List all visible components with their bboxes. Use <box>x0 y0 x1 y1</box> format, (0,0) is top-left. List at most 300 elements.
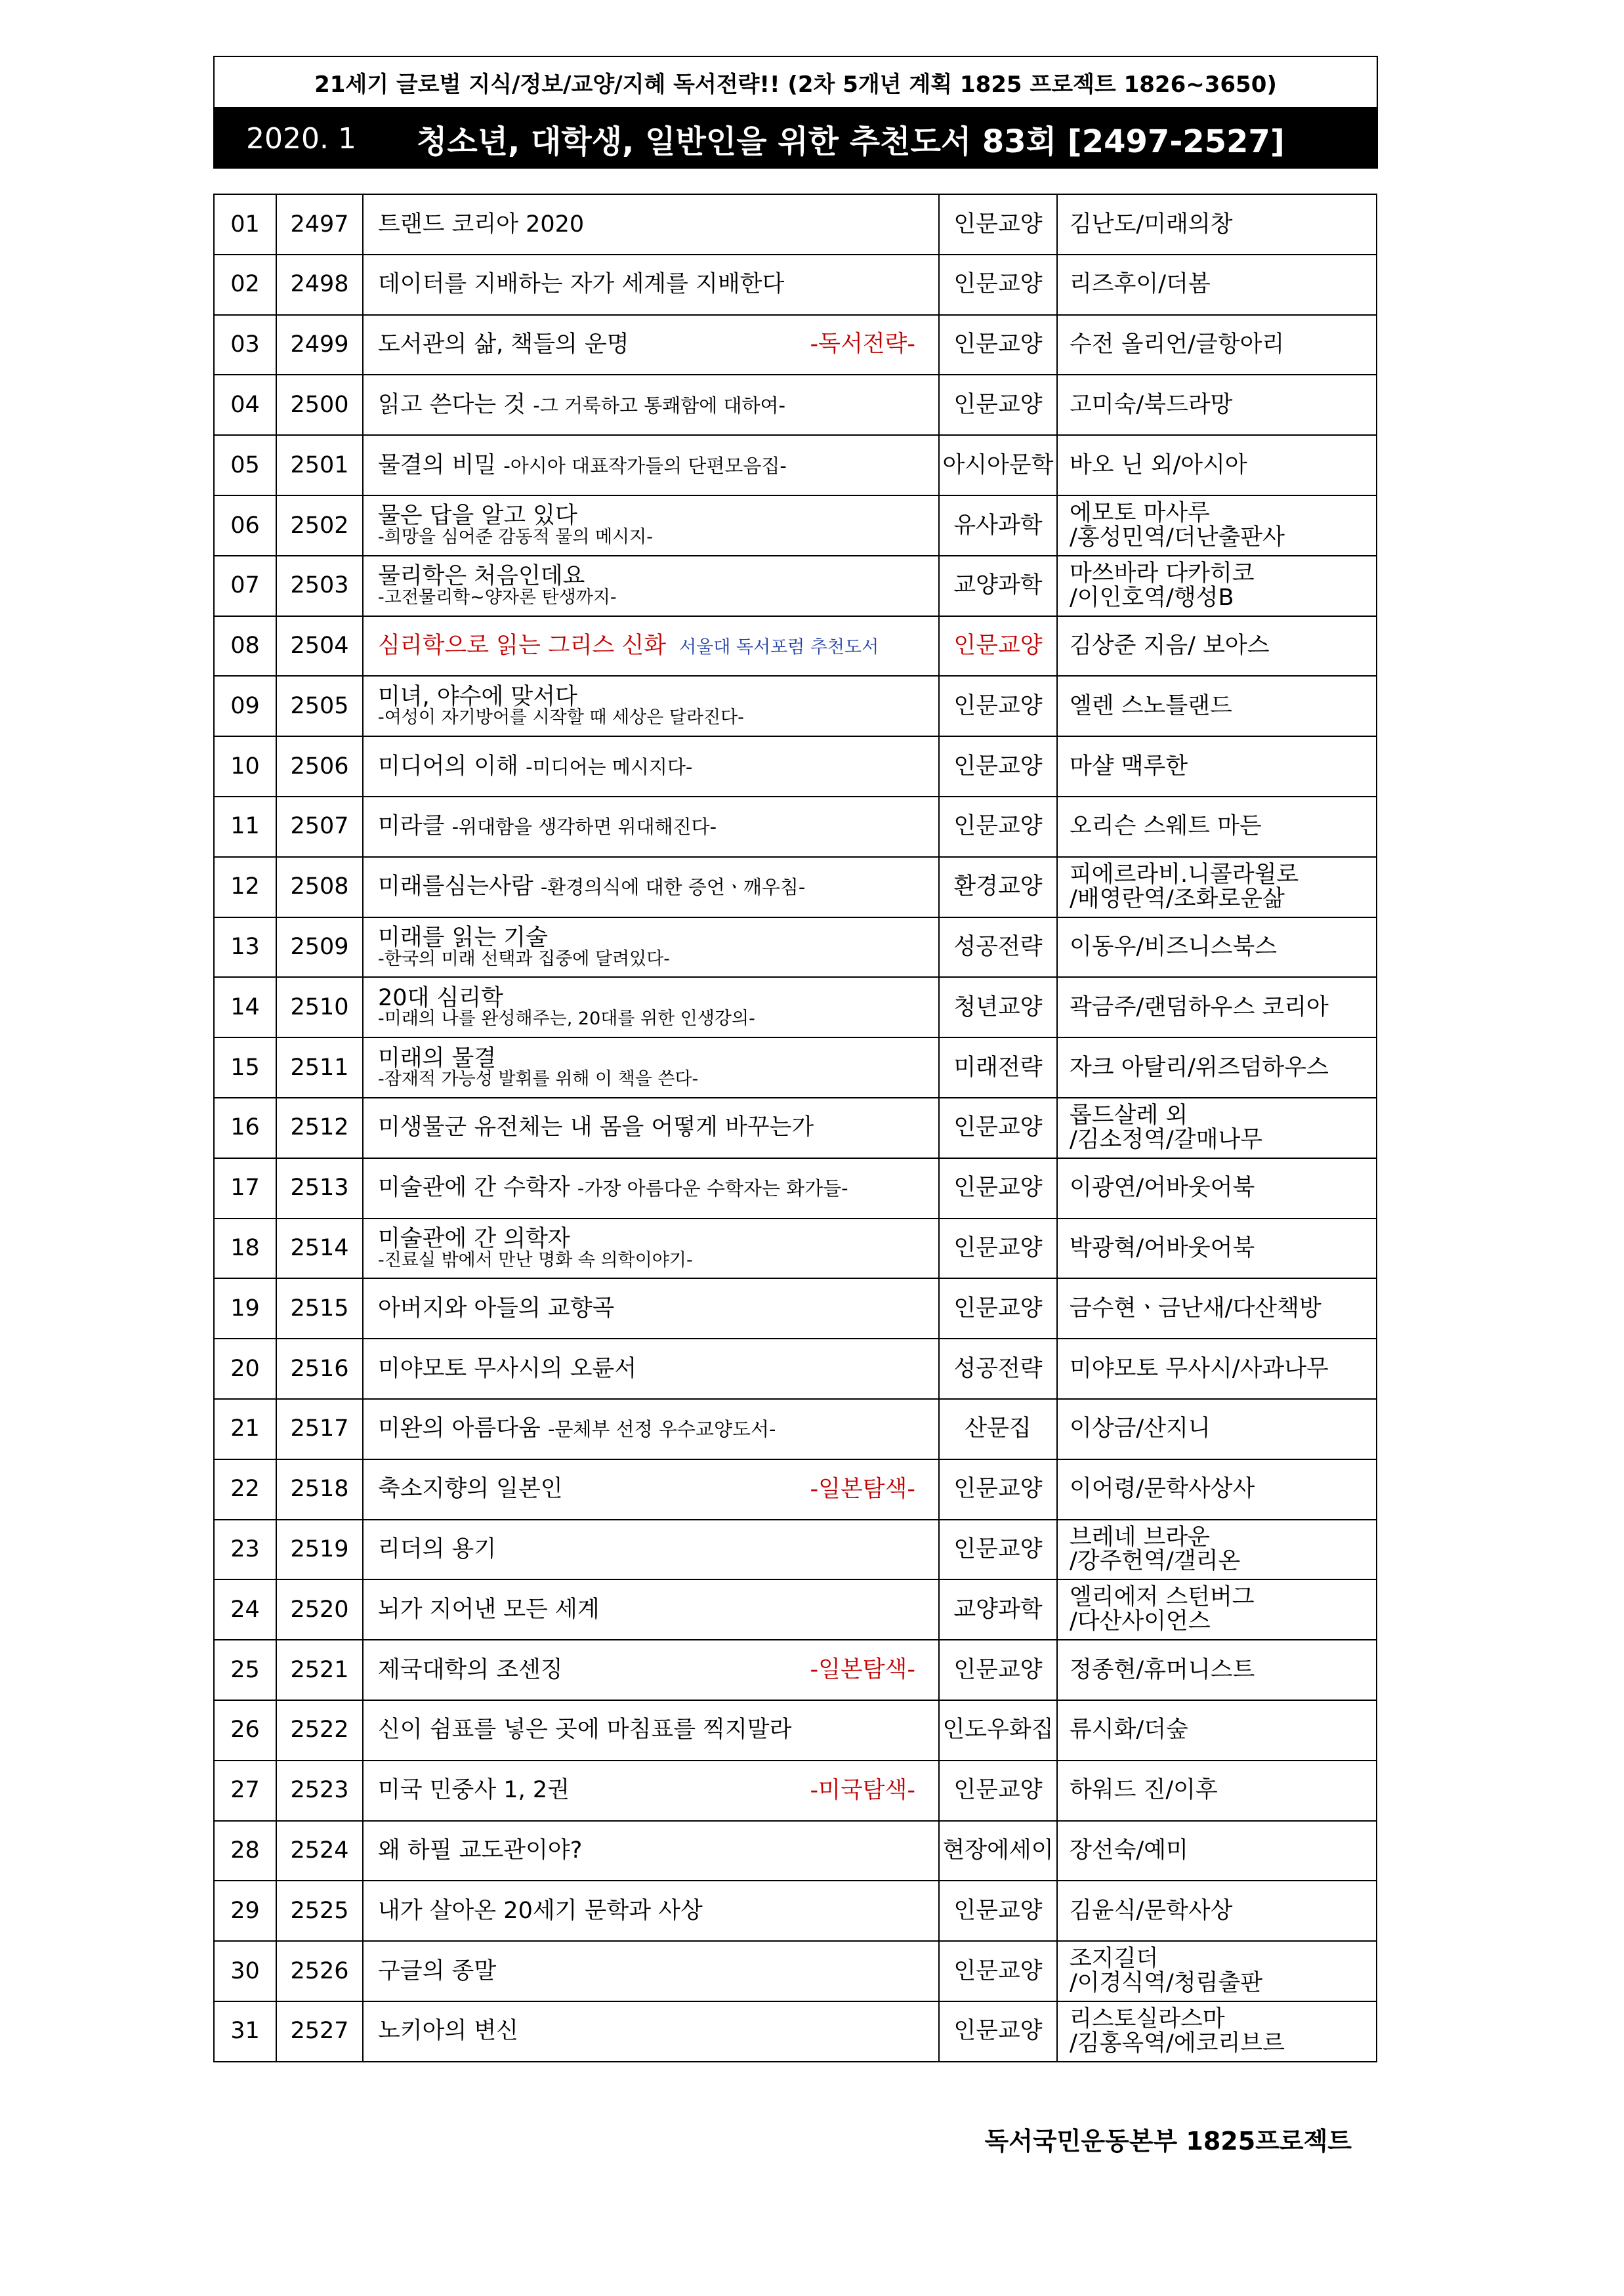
book-code: 2504 <box>276 616 363 677</box>
theme-tag: -일본탐색- <box>810 1476 915 1503</box>
table-row <box>214 1761 1377 1821</box>
book-category <box>939 194 1057 255</box>
row-number: 03 <box>214 315 276 375</box>
row-number: 12 <box>214 857 276 917</box>
book-category <box>939 1520 1057 1580</box>
table-row <box>214 1037 1377 1098</box>
table-row <box>214 1278 1377 1339</box>
book-author-cell <box>1057 435 1377 495</box>
category-label: 인문교양 <box>953 753 1043 780</box>
book-author: 고미숙/북드라망 <box>1070 391 1233 418</box>
book-author-cell <box>1057 857 1377 917</box>
category-label: 미래전략 <box>953 1054 1043 1081</box>
book-title-cell <box>363 1339 939 1399</box>
book-author-cell <box>1057 1700 1377 1761</box>
book-author: 미야모토 무사시/사과나무 <box>1070 1355 1329 1382</box>
book-author: 김난도/미래의창 <box>1070 211 1233 238</box>
table-row <box>214 1520 1377 1580</box>
footer-org: 독서국민운동본부 1825프로젝트 <box>984 2127 1352 2156</box>
category-label: 인문교양 <box>953 1957 1043 1984</box>
row-number: 14 <box>214 977 276 1037</box>
book-code: 2505 <box>276 676 363 736</box>
book-author-cell <box>1057 1399 1377 1459</box>
book-subtitle: -문체부 선정 우수교양도서- <box>547 1418 776 1441</box>
category-label: 인문교양 <box>953 1897 1043 1924</box>
book-code: 2502 <box>276 495 363 556</box>
book-author-cell <box>1057 1761 1377 1821</box>
book-title-cell <box>363 1761 939 1821</box>
table-row <box>214 1881 1377 1941</box>
row-number: 06 <box>214 495 276 556</box>
book-title-cell <box>363 315 939 375</box>
book-author-cell <box>1057 977 1377 1037</box>
book-category <box>939 1821 1057 1881</box>
book-code: 2527 <box>276 2001 363 2062</box>
category-label: 인문교양 <box>953 211 1043 238</box>
book-category <box>939 977 1057 1037</box>
book-category <box>939 676 1057 736</box>
book-author: 하워드 진/이후 <box>1070 1777 1218 1804</box>
book-title-cell <box>363 1700 939 1761</box>
book-category <box>939 1158 1057 1219</box>
book-title-cell <box>363 435 939 495</box>
table-row <box>214 1700 1377 1761</box>
category-label: 인문교양 <box>953 1235 1043 1262</box>
category-label: 인문교양 <box>953 692 1043 719</box>
book-author-cell <box>1057 1459 1377 1520</box>
category-label: 인문교양 <box>953 1656 1043 1683</box>
row-number: 02 <box>214 255 276 315</box>
row-number: 10 <box>214 736 276 797</box>
book-category <box>939 1761 1057 1821</box>
book-code: 2511 <box>276 1037 363 1098</box>
row-number: 30 <box>214 1941 276 2001</box>
book-title-cell <box>363 676 939 736</box>
book-category <box>939 917 1057 978</box>
book-author: 장선숙/예미 <box>1070 1837 1188 1864</box>
table-row <box>214 375 1377 435</box>
book-title: 구글의 종말 <box>378 1957 497 1984</box>
table-row <box>214 1098 1377 1158</box>
book-subtitle: -진료실 밖에서 만난 명화 속 의학이야기- <box>378 1249 693 1270</box>
book-title: 물결의 비밀 <box>378 451 497 478</box>
book-code: 2512 <box>276 1098 363 1158</box>
theme-tag: -미국탐색- <box>810 1777 915 1804</box>
row-number: 21 <box>214 1399 276 1459</box>
book-title-cell <box>363 495 939 556</box>
book-subtitle: -환경의식에 대한 증언ㆍ깨우침- <box>540 876 806 899</box>
book-title: 미국 민중사 1, 2권 <box>378 1777 570 1804</box>
table-row <box>214 556 1377 616</box>
book-author-cell <box>1057 255 1377 315</box>
book-category <box>939 1579 1057 1640</box>
category-label: 청년교양 <box>953 993 1043 1020</box>
row-number: 29 <box>214 1881 276 1941</box>
book-title-cell <box>363 1158 939 1219</box>
book-title-cell <box>363 977 939 1037</box>
book-code: 2499 <box>276 315 363 375</box>
table-row <box>214 1219 1377 1279</box>
book-title: 읽고 쓴다는 것 <box>378 391 526 418</box>
book-subtitle: -미래의 나를 완성해주는, 20대를 위한 인생강의- <box>378 1009 755 1030</box>
category-label: 현장에세이 <box>942 1837 1054 1864</box>
book-title: 미래를 읽는 기술 <box>378 924 548 951</box>
book-author: 이어령/문학사상사 <box>1070 1476 1255 1503</box>
category-label: 인문교양 <box>953 391 1043 418</box>
book-title: 신이 쉼표를 넣은 곳에 마침표를 찍지말라 <box>378 1717 792 1743</box>
book-title: 심리학으로 읽는 그리스 신화 <box>378 633 667 659</box>
book-category <box>939 1219 1057 1279</box>
book-category <box>939 255 1057 315</box>
book-code: 2526 <box>276 1941 363 2001</box>
theme-tag: -독서전략- <box>810 331 915 358</box>
book-title-cell <box>363 1459 939 1520</box>
category-label: 인문교양 <box>953 271 1043 298</box>
book-author: 류시화/더숲 <box>1070 1717 1188 1743</box>
row-number: 15 <box>214 1037 276 1098</box>
book-author-cell <box>1057 616 1377 677</box>
book-code: 2498 <box>276 255 363 315</box>
category-label: 아시아문학 <box>942 451 1054 478</box>
row-number: 17 <box>214 1158 276 1219</box>
book-subtitle: -아시아 대표작가들의 단편모음집- <box>503 454 787 477</box>
book-translator-publisher: /강주헌역/갤리온 <box>1070 1548 1241 1575</box>
book-author: 이상금/산지니 <box>1070 1415 1211 1442</box>
page-title: 청소년, 대학생, 일반인을 위한 추천도서 83회 [2497-2527] <box>417 123 1285 160</box>
book-category <box>939 1399 1057 1459</box>
row-number: 22 <box>214 1459 276 1520</box>
row-number: 01 <box>214 194 276 255</box>
category-label: 인문교양 <box>953 1295 1043 1322</box>
category-label: 교양과학 <box>953 1596 1043 1623</box>
book-title: 내가 살아온 20세기 문학과 사상 <box>378 1897 703 1924</box>
category-label: 인도우화집 <box>942 1717 1054 1743</box>
book-translator-publisher: /다산사이언스 <box>1070 1608 1211 1635</box>
theme-tag: -일본탐색- <box>810 1656 915 1683</box>
book-author: 금수현ㆍ금난새/다산책방 <box>1070 1295 1322 1322</box>
category-label: 환경교양 <box>953 873 1043 900</box>
row-number: 18 <box>214 1219 276 1279</box>
book-title-cell <box>363 1941 939 2001</box>
book-author: 마샬 맥루한 <box>1070 753 1188 780</box>
book-title-cell <box>363 255 939 315</box>
book-category <box>939 315 1057 375</box>
book-author: 피에르라비.니콜라윌로 <box>1070 861 1299 888</box>
book-title: 트랜드 코리아 2020 <box>378 211 585 238</box>
book-author-cell <box>1057 676 1377 736</box>
book-author-cell <box>1057 1881 1377 1941</box>
category-label: 인문교양 <box>953 1777 1043 1804</box>
book-author: 마쓰바라 다카히코 <box>1070 560 1255 587</box>
book-code: 2509 <box>276 917 363 978</box>
row-number: 05 <box>214 435 276 495</box>
book-title-cell <box>363 1640 939 1700</box>
book-author-cell <box>1057 2001 1377 2062</box>
table-row <box>214 1579 1377 1640</box>
book-code: 2522 <box>276 1700 363 1761</box>
category-label: 성공전략 <box>953 1355 1043 1382</box>
book-title-cell <box>363 736 939 797</box>
book-subtitle: -가장 아름다운 수학자는 화가들- <box>577 1177 848 1200</box>
book-author-cell <box>1057 1821 1377 1881</box>
issue-date: 2020. 1 <box>246 121 356 156</box>
book-author-cell <box>1057 1579 1377 1640</box>
book-title: 미디어의 이해 <box>378 753 518 780</box>
book-title: 20대 심리학 <box>378 984 503 1011</box>
book-author: 김윤식/문학사상 <box>1070 1897 1233 1924</box>
book-translator-publisher: /홍성민역/더난출판사 <box>1070 524 1285 551</box>
book-author-cell <box>1057 1037 1377 1098</box>
book-title-cell <box>363 2001 939 2062</box>
table-row <box>214 616 1377 677</box>
book-title: 왜 하필 교도관이야? <box>378 1837 583 1864</box>
book-author: 자크 아탈리/위즈덤하우스 <box>1070 1054 1329 1081</box>
book-author-cell <box>1057 315 1377 375</box>
table-row <box>214 1941 1377 2001</box>
book-title-cell <box>363 1278 939 1339</box>
book-category <box>939 616 1057 677</box>
book-code: 2519 <box>276 1520 363 1580</box>
book-title: 아버지와 아들의 교향곡 <box>378 1295 615 1322</box>
category-label: 인문교양 <box>953 633 1043 659</box>
book-title-cell <box>363 556 939 616</box>
book-author: 이광연/어바웃어북 <box>1070 1175 1255 1201</box>
table-row <box>214 194 1377 255</box>
book-title-cell <box>363 857 939 917</box>
table-row <box>214 857 1377 917</box>
book-subtitle: -희망을 심어준 감동적 물의 메시지- <box>378 527 653 548</box>
book-code: 2515 <box>276 1278 363 1339</box>
book-category <box>939 1941 1057 2001</box>
table-row <box>214 2001 1377 2062</box>
book-category <box>939 1278 1057 1339</box>
book-category <box>939 857 1057 917</box>
book-author: 엘리에저 스턴버그 <box>1070 1584 1255 1611</box>
book-author: 에모토 마사루 <box>1070 500 1210 527</box>
book-author-cell <box>1057 797 1377 857</box>
book-subtitle: -위대함을 생각하면 위대해진다- <box>451 816 717 839</box>
book-title-cell <box>363 1037 939 1098</box>
book-code: 2513 <box>276 1158 363 1219</box>
recommendation-note: 서울대 독서포럼 추천도서 <box>679 637 879 658</box>
book-title-cell <box>363 917 939 978</box>
book-title: 물은 답을 알고 있다 <box>378 503 577 530</box>
row-number: 24 <box>214 1579 276 1640</box>
row-number: 25 <box>214 1640 276 1700</box>
book-translator-publisher: /김홍옥역/에코리브르 <box>1070 2030 1285 2056</box>
row-number: 09 <box>214 676 276 736</box>
book-title: 도서관의 삶, 책들의 운명 <box>378 331 629 358</box>
book-author-cell <box>1057 1640 1377 1700</box>
category-label: 인문교양 <box>953 2018 1043 2045</box>
book-title-cell <box>363 797 939 857</box>
category-label: 유사과학 <box>953 512 1043 539</box>
book-author: 리즈후이/더봄 <box>1070 271 1211 298</box>
table-row <box>214 977 1377 1037</box>
row-number: 31 <box>214 2001 276 2062</box>
book-title-cell <box>363 1219 939 1279</box>
row-number: 07 <box>214 556 276 616</box>
book-title-cell <box>363 1520 939 1580</box>
book-author-cell <box>1057 1158 1377 1219</box>
book-code: 2506 <box>276 736 363 797</box>
book-category <box>939 736 1057 797</box>
book-category <box>939 375 1057 435</box>
book-category <box>939 1881 1057 1941</box>
category-label: 인문교양 <box>953 1476 1043 1503</box>
table-row <box>214 797 1377 857</box>
category-label: 인문교양 <box>953 1114 1043 1141</box>
book-title-cell <box>363 1821 939 1881</box>
book-title: 미래의 물결 <box>378 1045 497 1072</box>
table-row <box>214 1821 1377 1881</box>
row-number: 28 <box>214 1821 276 1881</box>
book-subtitle: -잠재적 가능성 발휘를 위해 이 책을 쓴다- <box>378 1069 699 1090</box>
book-title: 리더의 용기 <box>378 1536 497 1563</box>
table-row <box>214 1459 1377 1520</box>
book-translator-publisher: /이인호역/행성B <box>1070 584 1234 611</box>
book-author-cell <box>1057 736 1377 797</box>
category-label: 성공전략 <box>953 934 1043 961</box>
book-code: 2524 <box>276 1821 363 1881</box>
book-category <box>939 1459 1057 1520</box>
book-title: 노키아의 변신 <box>378 2018 518 2045</box>
book-code: 2508 <box>276 857 363 917</box>
row-number: 19 <box>214 1278 276 1339</box>
book-subtitle: -한국의 미래 선택과 집중에 달려있다- <box>378 948 671 969</box>
book-translator-publisher: /배영란역/조화로운삶 <box>1070 885 1285 912</box>
category-label: 인문교양 <box>953 331 1043 358</box>
book-category <box>939 495 1057 556</box>
book-code: 2516 <box>276 1339 363 1399</box>
book-code: 2521 <box>276 1640 363 1700</box>
book-title: 미녀, 야수에 맞서다 <box>378 683 577 710</box>
book-category <box>939 797 1057 857</box>
book-author: 바오 닌 외/아시아 <box>1070 451 1247 478</box>
row-number: 16 <box>214 1098 276 1158</box>
book-category <box>939 1339 1057 1399</box>
book-title: 미라클 <box>378 813 445 840</box>
table-row <box>214 736 1377 797</box>
book-author-cell <box>1057 1520 1377 1580</box>
book-title: 미술관에 간 수학자 <box>378 1175 570 1201</box>
book-code: 2525 <box>276 1881 363 1941</box>
book-title: 미생물군 유전체는 내 몸을 어떻게 바꾸는가 <box>378 1114 814 1141</box>
book-author-cell <box>1057 1278 1377 1339</box>
category-label: 인문교양 <box>953 1536 1043 1563</box>
book-code: 2497 <box>276 194 363 255</box>
row-number: 13 <box>214 917 276 978</box>
book-title: 미래를심는사람 <box>378 873 533 900</box>
book-code: 2523 <box>276 1761 363 1821</box>
book-category <box>939 1700 1057 1761</box>
category-label: 산문집 <box>965 1415 1031 1442</box>
book-author: 곽금주/랜덤하우스 코리아 <box>1070 993 1329 1020</box>
book-code: 2507 <box>276 797 363 857</box>
book-subtitle: -그 거룩하고 통쾌함에 대하여- <box>533 394 786 417</box>
book-translator-publisher: /이경식역/청림출판 <box>1070 1970 1263 1996</box>
book-author: 롭드살레 외 <box>1070 1102 1188 1129</box>
category-label: 교양과학 <box>953 572 1043 599</box>
book-author: 리스토실라스마 <box>1070 2006 1225 2033</box>
book-title: 물리학은 처음인데요 <box>378 563 585 590</box>
book-category <box>939 1098 1057 1158</box>
book-title-cell <box>363 1579 939 1640</box>
book-title: 축소지향의 일본인 <box>378 1476 563 1503</box>
book-category <box>939 556 1057 616</box>
book-code: 2503 <box>276 556 363 616</box>
book-title-cell <box>363 194 939 255</box>
book-title: 미술관에 간 의학자 <box>378 1225 570 1252</box>
category-label: 인문교양 <box>953 813 1043 840</box>
book-code: 2514 <box>276 1219 363 1279</box>
book-category <box>939 435 1057 495</box>
row-number: 27 <box>214 1761 276 1821</box>
book-author-cell <box>1057 917 1377 978</box>
book-code: 2510 <box>276 977 363 1037</box>
book-author: 조지길더 <box>1070 1946 1159 1972</box>
book-author-cell <box>1057 495 1377 556</box>
table-row <box>214 1640 1377 1700</box>
book-author: 박광혁/어바웃어북 <box>1070 1235 1255 1262</box>
row-number: 20 <box>214 1339 276 1399</box>
book-author: 수전 올리언/글항아리 <box>1070 331 1285 358</box>
book-author: 정종현/휴머니스트 <box>1070 1656 1255 1683</box>
table-row <box>214 315 1377 375</box>
book-author-cell <box>1057 1219 1377 1279</box>
category-label: 인문교양 <box>953 1175 1043 1201</box>
book-author-cell <box>1057 194 1377 255</box>
book-category <box>939 1640 1057 1700</box>
book-subtitle: -여성이 자기방어를 시작할 때 세상은 달라진다- <box>378 707 744 728</box>
book-code: 2518 <box>276 1459 363 1520</box>
book-code: 2500 <box>276 375 363 435</box>
row-number: 11 <box>214 797 276 857</box>
book-title-cell <box>363 375 939 435</box>
book-author-cell <box>1057 1339 1377 1399</box>
book-title-cell <box>363 1098 939 1158</box>
row-number: 23 <box>214 1520 276 1580</box>
book-title: 미완의 아름다움 <box>378 1415 541 1442</box>
book-category <box>939 2001 1057 2062</box>
book-subtitle: -고전물리학~양자론 탄생까지- <box>378 587 617 608</box>
book-translator-publisher: /김소정역/갈매나무 <box>1070 1126 1263 1153</box>
book-title-cell <box>363 1399 939 1459</box>
header-top-line: 21세기 글로벌 지식/정보/교양/지혜 독서전략!! (2차 5개년 계획 1825 프로젝트 1826~3650) <box>213 56 1378 108</box>
book-code: 2501 <box>276 435 363 495</box>
book-author-cell <box>1057 1941 1377 2001</box>
book-author-cell <box>1057 1098 1377 1158</box>
table-row <box>214 1399 1377 1459</box>
book-title-cell <box>363 616 939 677</box>
book-title: 데이터를 지배하는 자가 세계를 지배한다 <box>378 271 785 298</box>
table-row <box>214 1158 1377 1219</box>
book-author-cell <box>1057 375 1377 435</box>
book-title-cell <box>363 1881 939 1941</box>
table-row <box>214 495 1377 556</box>
book-author: 김상준 지음/ 보아스 <box>1070 633 1270 659</box>
book-author: 브레네 브라운 <box>1070 1524 1210 1551</box>
book-author: 이동우/비즈니스북스 <box>1070 934 1278 961</box>
book-subtitle: -미디어는 메시지다- <box>526 755 693 778</box>
row-number: 04 <box>214 375 276 435</box>
table-row <box>214 676 1377 736</box>
table-row <box>214 435 1377 495</box>
book-code: 2517 <box>276 1399 363 1459</box>
book-category <box>939 1037 1057 1098</box>
book-table <box>213 194 1377 2062</box>
row-number: 08 <box>214 616 276 677</box>
